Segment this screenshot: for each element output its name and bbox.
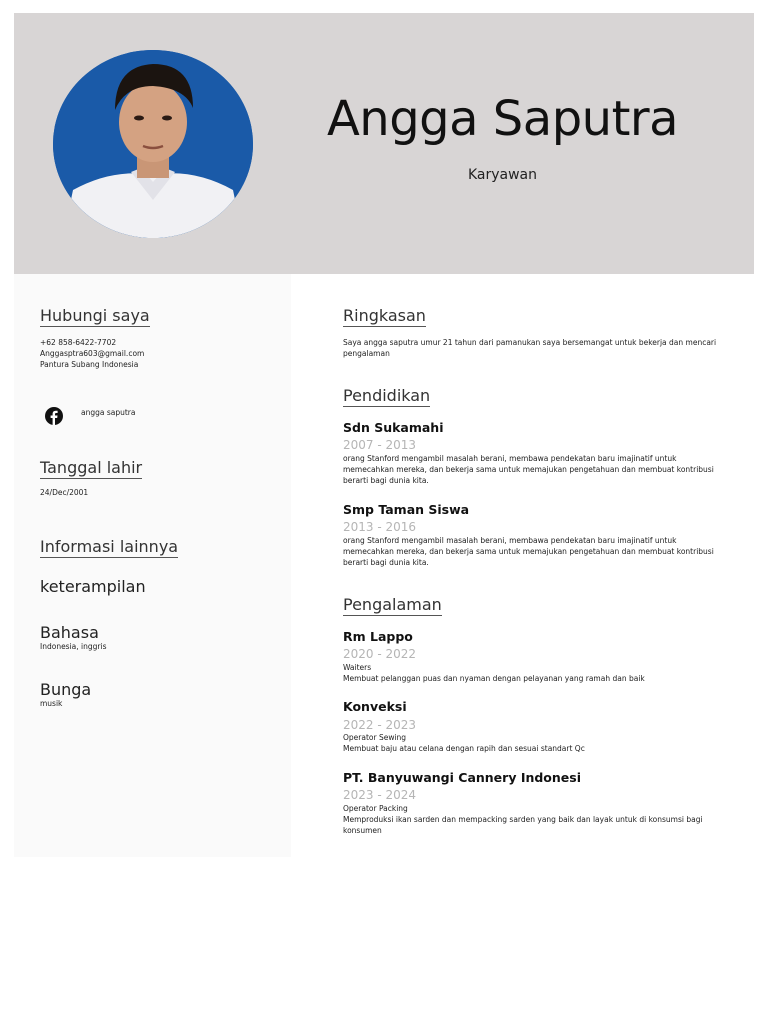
header-banner [14,13,754,274]
summary-heading: Ringkasan [343,306,426,325]
experience-position: Waiters [343,663,372,672]
experience-position: Operator Sewing [343,733,407,742]
contact-phone: +62 858-6422-7702 [40,338,117,347]
experience-company: Rm Lappo [343,629,413,644]
experience-desc: Memproduksi ikan sarden dan mempacking sarden yang baik dan layak untuk di konsumsi bagi konsumen [343,815,703,835]
profile-photo [53,50,253,238]
skills-label: keterampilan [40,577,146,596]
other-info-heading: Informasi lainnya [40,537,179,556]
experience-years: 2022 - 2023 [343,718,417,732]
language-label: Bahasa [40,623,99,642]
contact-email: Anggasptra603@gmail.com [40,349,145,358]
education-heading: Pendidikan [343,386,431,405]
language-value: Indonesia, inggris [40,642,107,651]
experience-desc: Membuat pelanggan puas dan nyaman dengan pelayanan yang ramah dan baik [343,674,645,683]
birth-date: 24/Dec/2001 [40,488,89,497]
education-years: 2007 - 2013 [343,438,417,452]
education-years: 2013 - 2016 [343,520,417,534]
contact-heading: Hubungi saya [40,306,150,325]
experience-company: Konveksi [343,699,407,714]
contact-address: Pantura Subang Indonesia [40,360,139,369]
facebook-icon[interactable] [45,407,63,425]
interest-label: Bunga [40,680,92,699]
person-role: Karyawan [467,167,538,183]
experience-years: 2023 - 2024 [343,788,417,802]
experience-years: 2020 - 2022 [343,647,417,661]
education-school: Sdn Sukamahi [343,420,444,435]
education-school: Smp Taman Siswa [343,502,470,517]
experience-desc: Membuat baju atau celana dengan rapih dan sesuai standart Qc [343,744,585,753]
person-name: Angga Saputra [326,91,679,147]
education-desc: orang Stanford mengambil masalah berani, membawa pendekatan baru imajinatif untuk memecahkan mereka, dan bekerja sama untuk memajukan pengetahuan dan membuat kontribusi berarti bagi dunia kita. [343,454,714,485]
experience-position: Operator Packing [343,804,408,813]
birth-heading: Tanggal lahir [40,458,143,477]
social-name[interactable]: angga saputra [81,408,136,417]
experience-company: PT. Banyuwangi Cannery Indonesi [343,770,582,785]
experience-heading: Pengalaman [343,595,442,614]
education-desc: orang Stanford mengambil masalah berani, membawa pendekatan baru imajinatif untuk memecahkan mereka, dan bekerja sama untuk memajukan pengetahuan dan membuat kontribusi berarti bagi dunia kita. [343,536,714,567]
interest-value: musik [40,699,63,708]
summary-text: Saya angga saputra umur 21 tahun dari pamanukan saya bersemangat untuk bekerja dan mencari pengalaman [343,338,717,358]
